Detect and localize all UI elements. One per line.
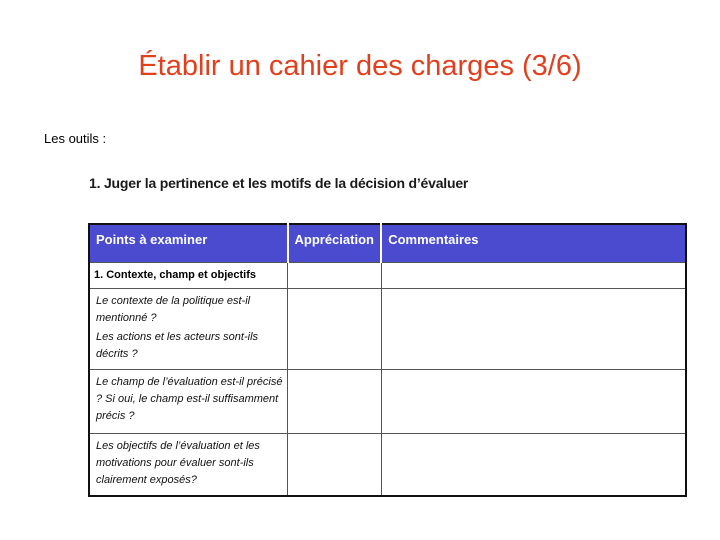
comment-cell[interactable] [381, 288, 686, 369]
appreciation-cell[interactable] [288, 369, 382, 433]
question-cell [89, 433, 288, 496]
table-row [89, 433, 686, 496]
comment-cell[interactable] [381, 369, 686, 433]
section-comment-cell [381, 262, 686, 288]
question-text: Le contexte de la politique est-il mentionné ? [96, 294, 251, 324]
comment-cell[interactable] [381, 433, 686, 496]
question-cell [89, 288, 288, 369]
table-row [89, 288, 686, 369]
header-appreciation: Appréciation [288, 224, 382, 262]
section-appreciation-cell [288, 262, 382, 288]
section-heading: 1. Juger la pertinence et les motifs de la décision d’évaluer [89, 175, 469, 191]
section-row [89, 262, 686, 288]
table-header-row [89, 224, 686, 262]
question-text: Le champ de l’évaluation est-il précisé ? Si oui, le champ est-il suffisamment précis ? [96, 375, 283, 422]
header-commentaires: Commentaires [381, 224, 686, 262]
section-label: 1. Contexte, champ et objectifs [89, 262, 288, 288]
question-text: Les objectifs de l’évaluation et les motivations pour évaluer sont-ils clairement exposés? [96, 439, 260, 486]
slide-title: Établir un cahier des charges (3/6) [138, 50, 582, 82]
table-row [89, 369, 686, 433]
criteria-table [88, 223, 687, 497]
header-points: Points à examiner [89, 224, 288, 262]
intro-label: Les outils : [44, 131, 107, 146]
question-text: Les actions et les acteurs sont-ils décrits ? [96, 330, 259, 360]
question-cell [89, 369, 288, 433]
appreciation-cell[interactable] [288, 433, 382, 496]
appreciation-cell[interactable] [288, 288, 382, 369]
